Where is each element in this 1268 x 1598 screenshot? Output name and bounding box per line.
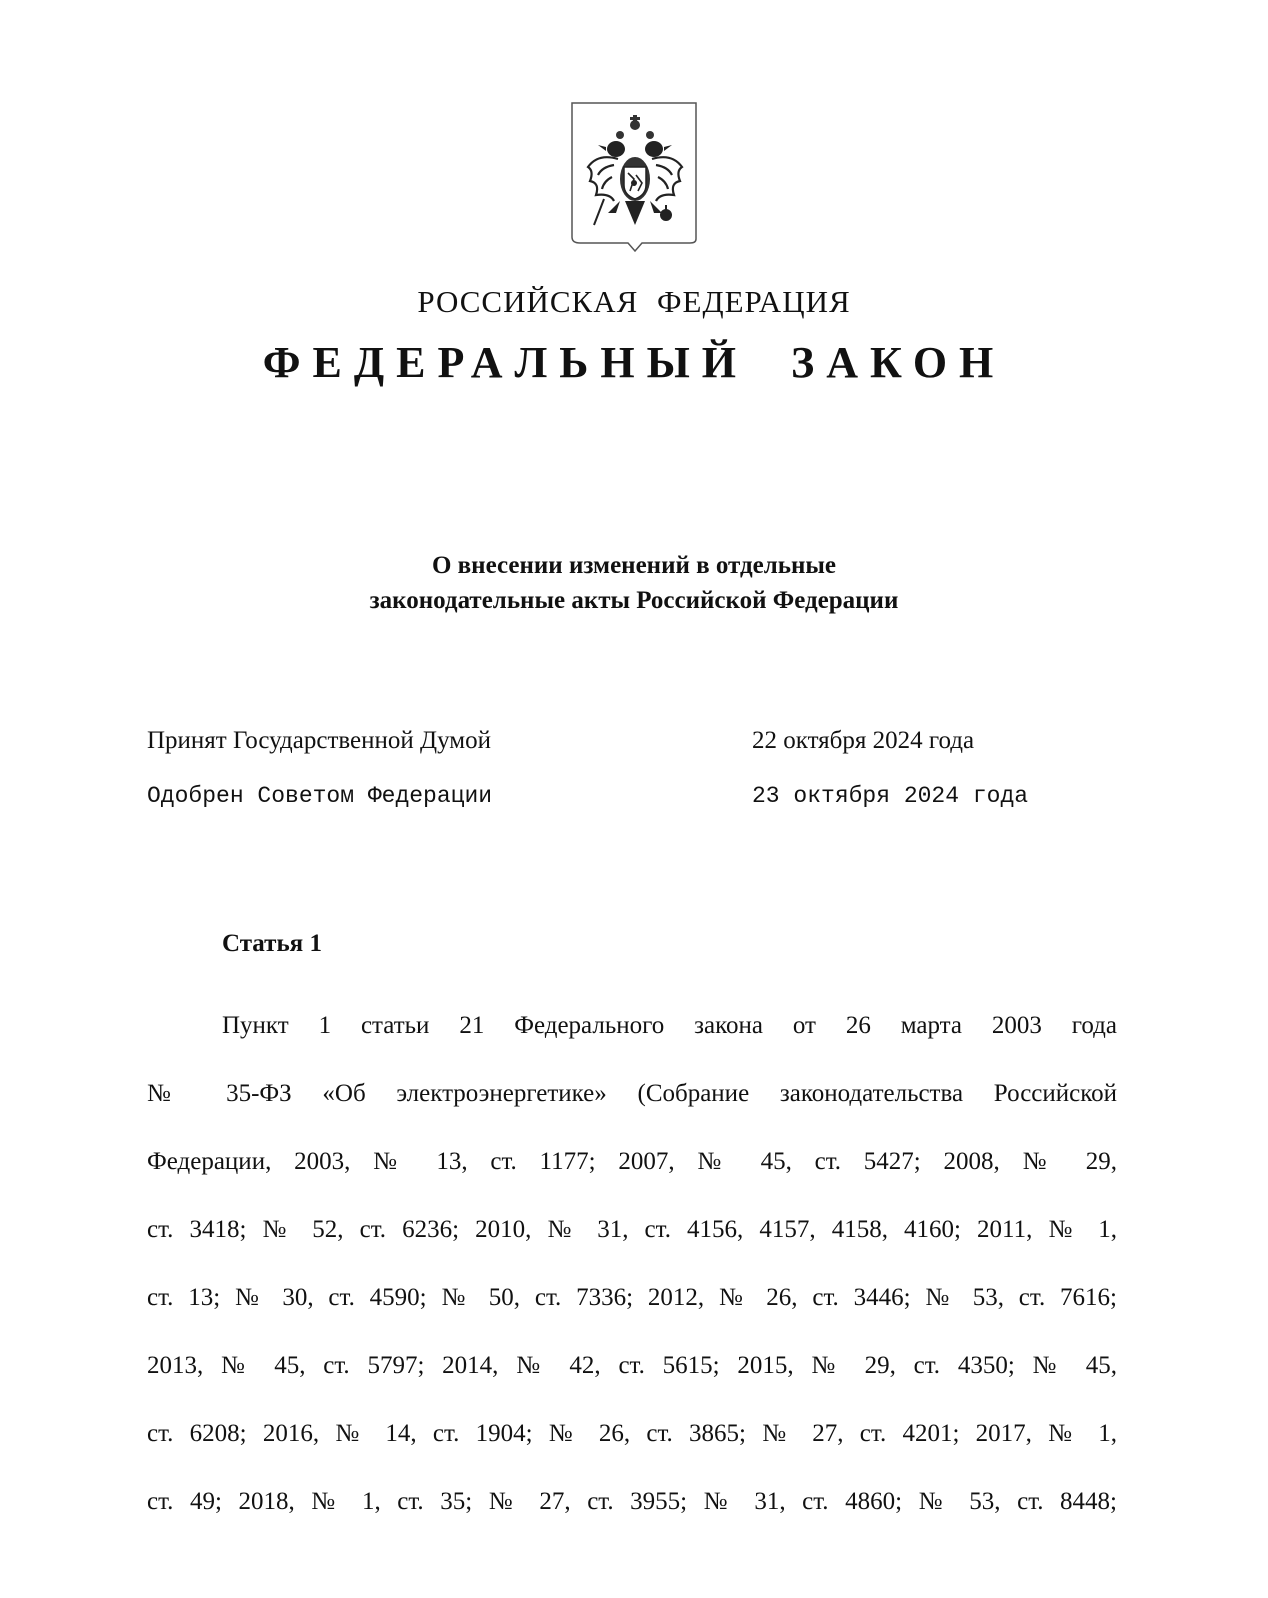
article-line: № 35-ФЗ «Об электроэнергетике» (Собрание законодательства Российской xyxy=(147,1080,1117,1107)
law-title-line: законодательные акты Российской Федерации xyxy=(369,587,899,614)
law-title-line: О внесении изменений в отдельные xyxy=(431,552,837,579)
adopted-by-duma-label: Принят Государственной Думой xyxy=(147,727,491,754)
approved-by-council-date: 23 октября 2024 года xyxy=(752,783,1029,809)
article-line: Федерации, 2003, № 13, ст. 1177; 2007, № 45, ст. 5427; 2008, № 29, xyxy=(147,1148,1117,1175)
article-line: 2013, № 45, ст. 5797; 2014, № 42, ст. 5615; 2015, № 29, ст. 4350; № 45, xyxy=(147,1352,1117,1379)
article-line: ст. 6208; 2016, № 14, ст. 1904; № 26, ст. 3865; № 27, ст. 4201; 2017, № 1, xyxy=(147,1420,1117,1447)
approved-by-council-label: Одобрен Советом Федерации xyxy=(147,783,493,809)
article-line: ст. 13; № 30, ст. 4590; № 50, ст. 7336; 2012, № 26, ст. 3446; № 53, ст. 7616; xyxy=(147,1284,1117,1311)
article-line: ст. 3418; № 52, ст. 6236; 2010, № 31, ст. 4156, 4157, 4158, 4160; 2011, № 1, xyxy=(147,1216,1117,1243)
coat-of-arms-icon xyxy=(570,101,700,257)
adopted-by-duma-date: 22 октября 2024 года xyxy=(752,727,975,754)
article-line: Пункт 1 статьи 21 Федерального закона от 26 марта 2003 года xyxy=(222,1012,1117,1039)
country-name: РОССИЙСКАЯ ФЕДЕРАЦИЯ xyxy=(417,284,851,319)
law-title xyxy=(0,548,1268,618)
document-type: ФЕДЕРАЛЬНЫЙ ЗАКОН xyxy=(262,338,1006,387)
article-line: ст. 49; 2018, № 1, ст. 35; № 27, ст. 3955; № 31, ст. 4860; № 53, ст. 8448; xyxy=(147,1488,1117,1515)
article-body xyxy=(147,992,1117,1536)
article-heading: Статья 1 xyxy=(222,930,322,957)
